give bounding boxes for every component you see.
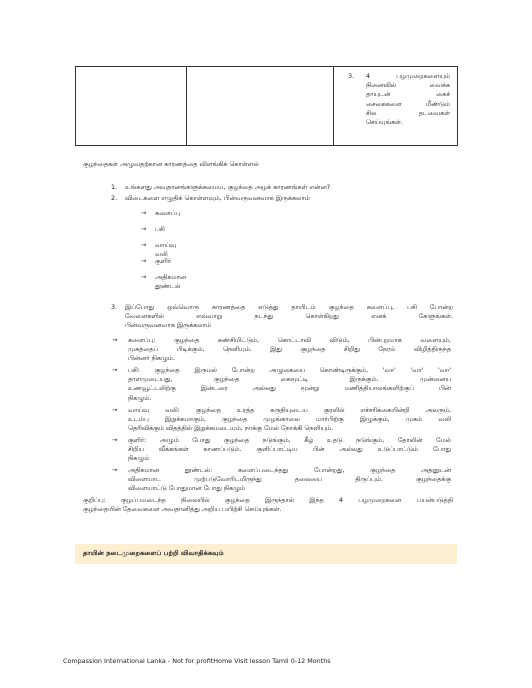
table-item-number: 3. (348, 72, 355, 80)
question-text: உங்களது அவதானங்களுக்கமைய, குழந்தை அழக் காரணங்கள் என்ன? (125, 183, 331, 191)
table-column-divider (186, 67, 187, 145)
arrow-icon: → (112, 466, 118, 474)
section-header-bar (75, 544, 457, 564)
arrow-icon: → (112, 406, 118, 414)
arrow-icon: → (141, 225, 147, 233)
arrow-icon: → (141, 241, 147, 249)
table-line: தாயுடன் கைச் (366, 90, 450, 99)
question-number: 2. (111, 194, 118, 202)
arrow-icon: → (141, 273, 147, 281)
table-line: சைகைகளை மீண்டும் (366, 99, 450, 108)
detail-item: → வாய்வு வலி: குழந்தை உரத்த சுருதியுடைய குரலில் எச்சரிக்கையின்றி அலரும், உடம்பு இறுக்கமாகும், குழந்தை முழங்காலை மார்பிற்கு இழுக்கும், முகம் வலி தெரிவிக்கும் விதத்தில் இறுக்கமடையும், நாக்கு மேல் நோக்கி நெளியும். (112, 406, 451, 433)
question-number: 1. (111, 183, 118, 191)
table-line: நினைவில் வைக்க (366, 81, 450, 90)
question-3-text: இப்போது ஒவ்வொரு காரணத்தை எடுத்து தாயிடம் குழந்தை களைப்பு, பசி போன்ற வேளைகளில் எவ்வாறு நடந்து கொள்கிறது எனக் கேளுங்கள். பின்வருவனவாக இருக்கலாம் (125, 303, 453, 330)
note-paragraph: குறிப்பு: குழப்பமடைந்த நிலையில் குழந்தை இருந்தால் இந்த 4 பழமுறைகளை பயன்படுத்தி குழந்தையின் தேவைகளை அவதானித்து அறிய பயிற்சி செய்யுங்கள். (83, 496, 453, 514)
section-title: தாயின் நடைமுறைகளைப் பற்றி விவாதிக்கவும் (83, 549, 224, 557)
question-item (111, 183, 331, 192)
detail-item: → குளிர்: அழும் போது குழந்தை நடுங்கும், கீழ் உதடு நடுங்கும், தோலின் மேல் சிறிய வீக்கங்கள் காணப்படும். குளிப்பாட்டிய பின் அல்லது உடுப்பாட்டும் போது நிகழும் (112, 436, 451, 463)
question-text: விடைகளை எழுதிக் கொள்ளவும், பின்வருவனவாக இருக்கலாம் (125, 194, 310, 202)
table-line: 4 பழமுறைகளையும் (366, 72, 450, 80)
table-line: செய்யுங்கள். (366, 118, 403, 127)
table-item-text (366, 72, 450, 127)
arrow-icon: → (112, 336, 118, 344)
table-line: சில தடவைகள் (366, 108, 450, 117)
page-footer: Compassion International Lanka - Not for profitHome Visit lesson Tamil 0-12 Months (63, 657, 331, 665)
section-heading: குழந்தைகள் அழுவதற்கான காரணத்தை விளங்கிக் கொள்ளல் (83, 160, 259, 168)
arrow-icon: → (112, 366, 118, 374)
detail-item: → அதிகமான தூண்டல்: களைப்படைந்தது போன்றது, குழந்தை அதனுடன் விளையாட முற்படுவோரிடமிருந்து தலையை திருப்பும். குழந்தைக்கு விளையாட்டு போதுமான போது நிகழும் (112, 466, 451, 493)
detail-item: → பசி: குழந்தை இருமல் போன்ற அழுகையை கொண்டிருக்கும், 'வா' 'வா' 'வா' தாளமுடையது, குழந்தை கைமூட்டி இருக்கும். முன்னைய உணவூட்டலிற்கு இன்டரை அல்லது மூன்று மணித்தியாலங்களிற்குப் பின் நிகழும். (112, 366, 451, 402)
arrow-icon: → (112, 436, 118, 444)
table-column-divider (333, 67, 334, 145)
lesson-table-fragment (75, 66, 458, 146)
question-number: 3. (111, 303, 118, 311)
detail-item: → களைப்பு: குழந்தை கண்சிமிட்டும், கொட்டாவி விடும், பின்புறமாக வளையும், முகத்தைப் பிடிக்கும், நெளியும். இது குழந்தை சிறிது நேரம் விழித்திருந்த பின்னர் நிகழும். (112, 336, 451, 363)
arrow-icon: → (141, 257, 147, 265)
question-item (111, 194, 310, 203)
arrow-icon: → (141, 209, 147, 217)
